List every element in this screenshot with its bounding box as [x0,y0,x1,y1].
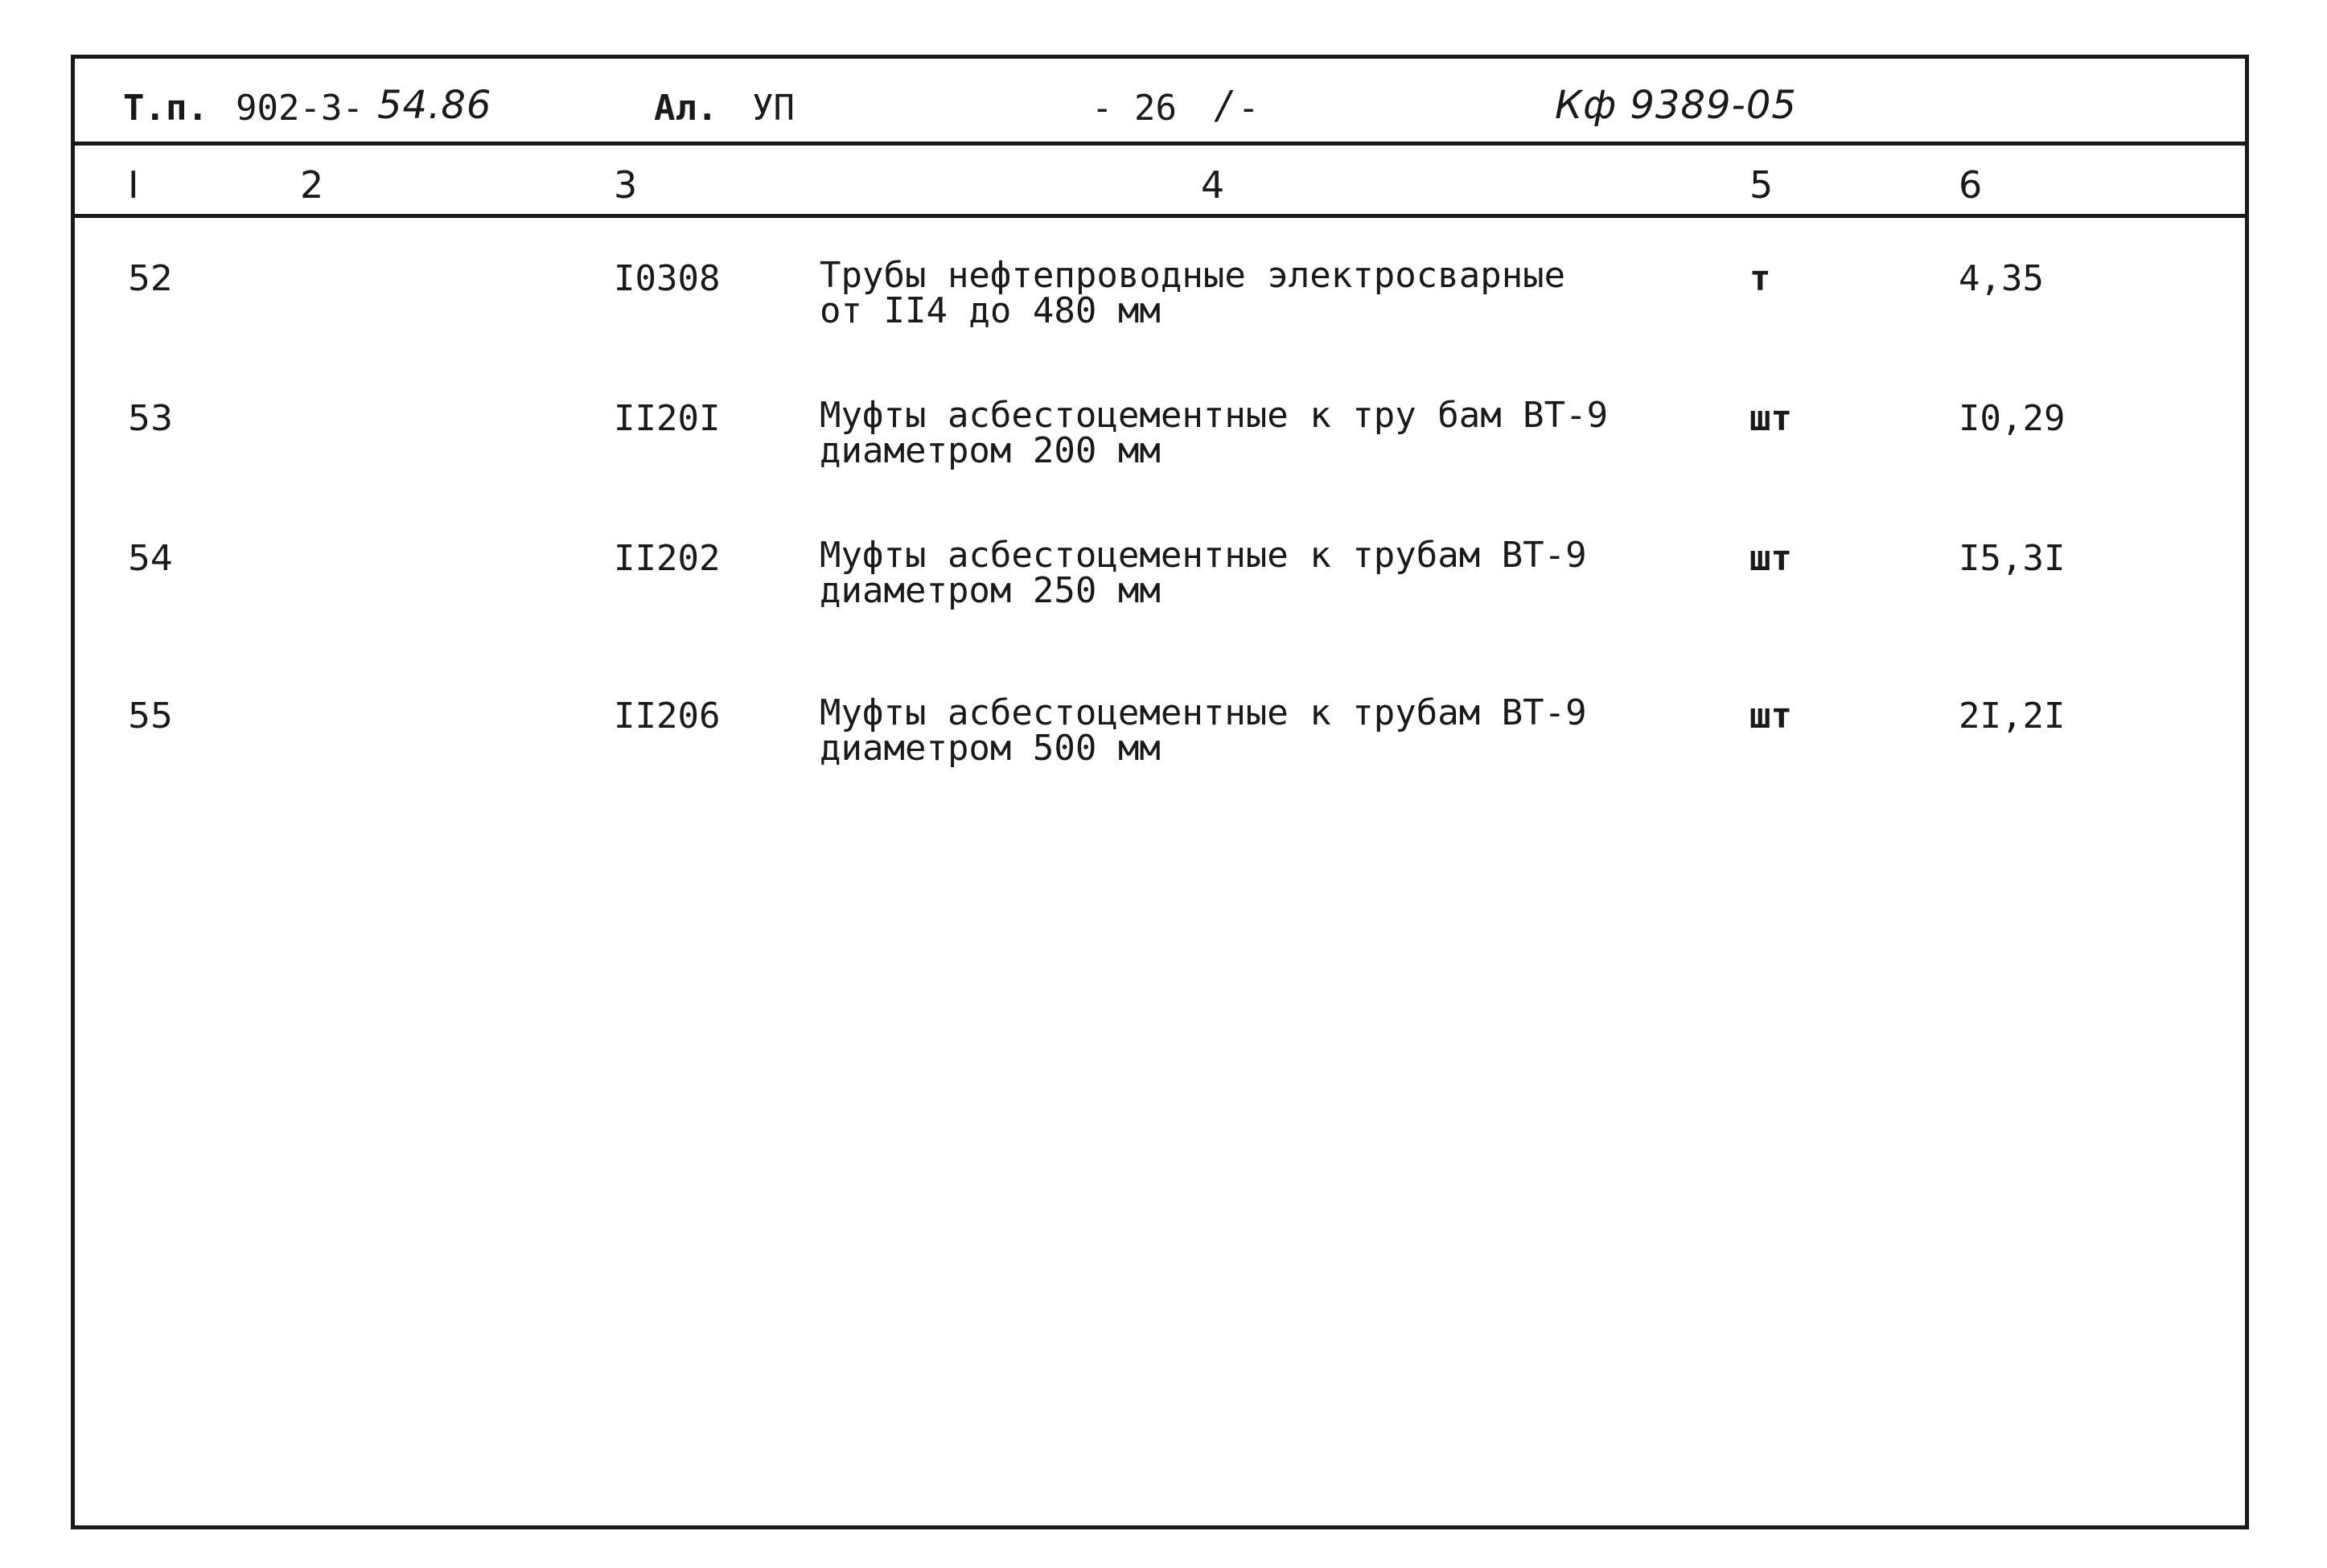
row-code: II202 [614,538,721,579]
row-number: 55 [128,696,173,737]
row-unit: т [1749,258,1771,299]
row-number: 52 [128,258,173,299]
row-name [820,535,1587,611]
row-unit: шт [1749,538,1792,579]
row-quantity: 2I,2I [1959,696,2066,737]
row-number: 53 [128,398,173,439]
row-name-line-1: Муфты асбестоцементные к трубам ВТ-9 [820,535,1587,576]
row-code: II206 [614,696,721,737]
album-label: Ал. [654,88,718,129]
row-number: 54 [128,538,173,579]
project-number-handwritten: 54.86 [377,83,492,128]
row-name-line-1: Трубы нефтепроводные электросварные [820,255,1566,296]
row-name [820,395,1609,471]
table-row [75,535,2245,651]
row-quantity: 4,35 [1959,258,2044,299]
page-number-end: - [1238,88,1260,129]
column-header-2: 2 [300,163,324,207]
title-stamp [75,59,2245,146]
row-name [820,255,1566,331]
column-header-4: 4 [1201,163,1225,207]
row-unit: шт [1749,398,1792,439]
row-name-line-2: диаметром 200 мм [820,430,1161,471]
table-row [75,395,2245,511]
document-sheet [71,55,2249,1529]
row-name-line-1: Муфты асбестоцементные к трубам ВТ-9 [820,692,1587,733]
page-number: - 26 [1092,88,1177,129]
row-quantity: I0,29 [1959,398,2066,439]
page-number-handwritten: / [1217,83,1231,128]
project-number: 902-3- [236,88,364,129]
column-header-1: I [128,163,139,207]
row-code: II20I [614,398,721,439]
row-name [820,692,1587,769]
column-header-3: 3 [614,163,638,207]
column-header-5: 5 [1749,163,1774,207]
row-quantity: I5,3I [1959,538,2066,579]
row-code: I0308 [614,258,721,299]
row-name-line-2: диаметром 250 мм [820,570,1161,611]
album-value: УП [752,88,795,129]
row-name-line-2: от II4 до 480 мм [820,290,1161,331]
row-unit: шт [1749,696,1792,737]
project-label: Т.п. [123,88,208,129]
column-header-6: 6 [1959,163,1983,207]
row-name-line-1: Муфты асбестоцементные к тру бам ВТ-9 [820,395,1609,436]
column-header-row [75,146,2245,218]
table-row [75,692,2245,808]
table-row [75,255,2245,371]
row-name-line-2: диаметром 500 мм [820,728,1161,769]
code-handwritten: Кф 9389-05 [1555,83,1797,128]
